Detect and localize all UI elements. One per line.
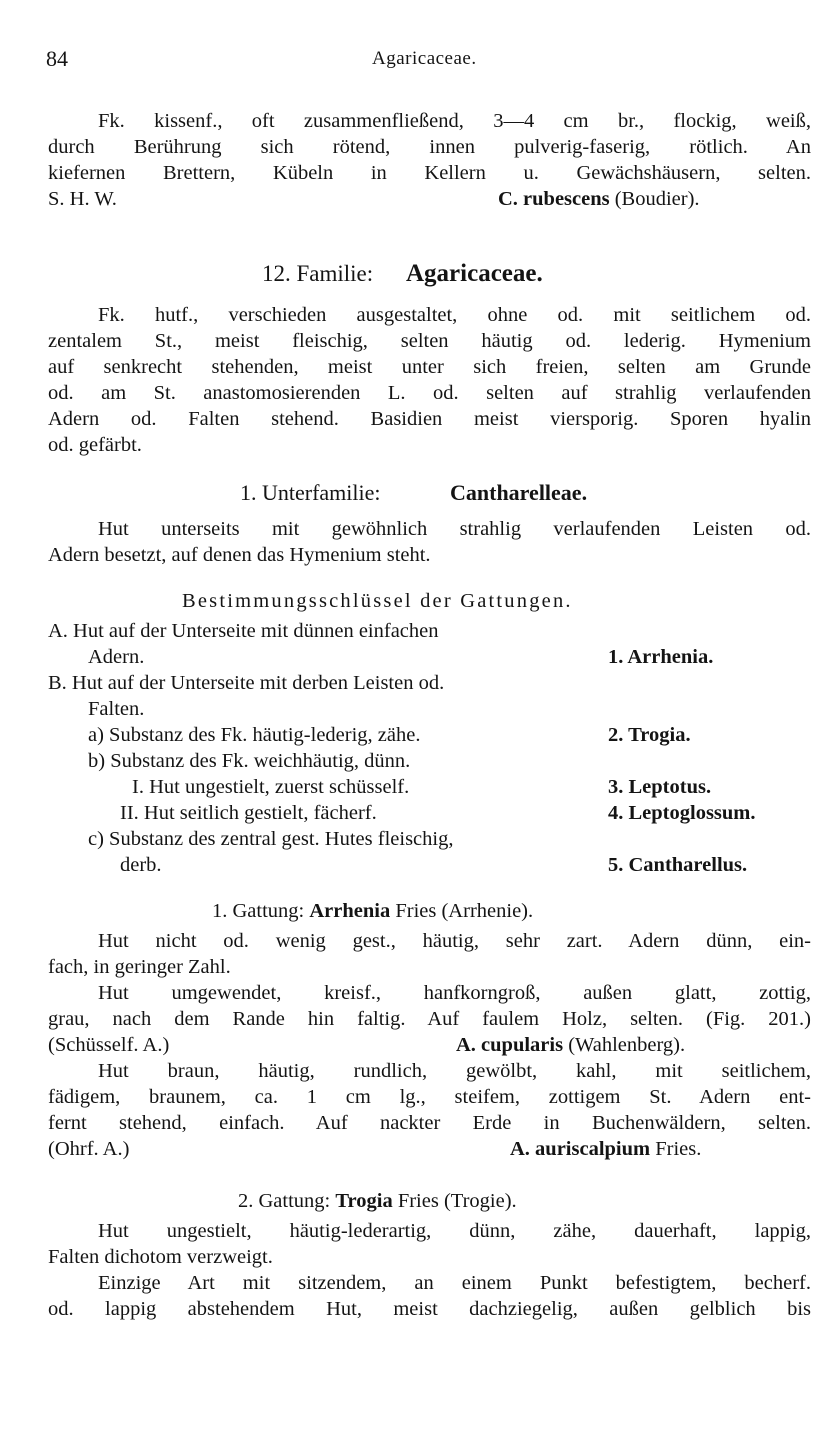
genus-heading [48, 1188, 811, 1214]
genus-heading-prefix: 2. Gattung: [238, 1190, 331, 1212]
species-name: C. rubescens [498, 188, 610, 210]
text-line: Falten dichotom verzweigt. [48, 1246, 273, 1268]
distribution-note: S. H. W. [48, 188, 117, 210]
page-header [48, 46, 811, 72]
family-heading [48, 258, 811, 290]
text-line: fernt stehend, einfach. Auf nackter Erde in Buchenwäldern, selten. [48, 1112, 811, 1134]
family-heading-name: Agaricaceae. [406, 260, 543, 287]
text-line: fach, in geringer Zahl. [48, 956, 231, 978]
genus-heading-line [212, 898, 533, 924]
key-text: a) Substanz des Fk. häutig-lederig, zähe. [88, 724, 421, 746]
text-line: Einzige Art mit sitzendem, an einem Punkt befestigtem, becherf. [98, 1272, 811, 1294]
text-line: Hut ungestielt, häutig-lederartig, dünn, zähe, dauerhaft, lappig, [98, 1220, 811, 1242]
key-text: Falten. [88, 698, 145, 720]
text-line: Adern besetzt, auf denen das Hymenium steht. [48, 544, 431, 566]
text-line: kiefernen Brettern, Kübeln in Kellern u. Gewächshäusern, selten. [48, 162, 811, 184]
key-target: 1. Arrhenia. [608, 646, 714, 668]
species-line [48, 186, 811, 212]
genus-heading-suffix: Fries (Arrhenie). [395, 900, 534, 922]
subfamily-heading-prefix: 1. Unterfamilie: [240, 480, 381, 505]
text-line: Fk. hutf., verschieden ausgestaltet, ohne od. mit seitlichem od. [98, 304, 811, 326]
species-line [48, 1136, 811, 1162]
key-row [48, 774, 830, 800]
key-text: Adern. [88, 646, 145, 668]
species-entry [456, 1032, 685, 1058]
key-row [48, 748, 830, 774]
key-text: B. Hut auf der Unterseite mit derben Leisten od. [48, 672, 445, 694]
key-row [48, 826, 830, 852]
genus-heading-name: Arrhenia [309, 900, 391, 922]
page-number: 84 [46, 46, 68, 71]
key-text: I. Hut ungestielt, zuerst schüsself. [132, 776, 410, 798]
species-author: (Boudier). [614, 188, 700, 210]
text-line: Fk. kissenf., oft zusammenfließend, 3—4 cm br., flockig, weiß, [98, 110, 811, 132]
text-line: Hut braun, häutig, rundlich, gewölbt, kahl, mit seitlichem, [98, 1060, 811, 1082]
key-text: b) Substanz des Fk. weichhäutig, dünn. [88, 750, 411, 772]
synonym-note: (Schüsself. A.) [48, 1034, 170, 1056]
key-title: Bestimmungsschlüssel der Gattungen. [182, 590, 573, 612]
key-row [48, 696, 830, 722]
text-line: Hut nicht od. wenig gest., häutig, sehr zart. Adern dünn, ein- [98, 930, 811, 952]
genus-heading-line [238, 1188, 517, 1214]
key-target: 2. Trogia. [608, 724, 691, 746]
key-row [48, 852, 830, 878]
text-line: od. lappig abstehendem Hut, meist dachziegelig, außen gelblich bis [48, 1298, 811, 1320]
key-row [48, 644, 830, 670]
text-line: Hut umgewendet, kreisf., hanfkorngroß, außen glatt, zottig, [98, 982, 811, 1004]
genus-heading [48, 898, 811, 924]
text-line: od. gefärbt. [48, 434, 142, 456]
running-title: Agaricaceae. [372, 48, 477, 69]
key-target: 3. Leptotus. [608, 776, 712, 798]
genus-heading-prefix: 1. Gattung: [212, 900, 305, 922]
species-name: A. auriscalpium [510, 1138, 651, 1160]
subfamily-heading-name: Cantharelleae. [450, 480, 588, 505]
text-line: grau, nach dem Rande hin faltig. Auf faulem Holz, selten. (Fig. 201.) [48, 1008, 811, 1030]
genus-heading-name: Trogia [335, 1190, 393, 1212]
text-line: Hut unterseits mit gewöhnlich strahlig verlaufenden Leisten od. [98, 518, 811, 540]
genus-heading-suffix: Fries (Trogie). [397, 1190, 517, 1212]
key-text: II. Hut seitlich gestielt, fächerf. [120, 802, 377, 824]
text-line: auf senkrecht stehenden, meist unter sich freien, selten am Grunde [48, 356, 811, 378]
species-line [48, 1032, 811, 1058]
species-author: Fries. [655, 1138, 702, 1160]
key-row [48, 670, 811, 696]
key-target: 4. Leptoglossum. [608, 802, 756, 824]
key-text: derb. [120, 854, 162, 876]
text-line: fädigem, braunem, ca. 1 cm lg., steifem, zottigem St. Adern ent- [48, 1086, 811, 1108]
key-row [48, 722, 830, 748]
text-line: durch Berührung sich rötend, innen pulverig-faserig, rötlich. An [48, 136, 811, 158]
species-author: (Wahlenberg). [568, 1034, 686, 1056]
text-line: zentalem St., meist fleischig, selten häutig od. lederig. Hymenium [48, 330, 811, 352]
key-target: 5. Cantharellus. [608, 854, 748, 876]
text-line: od. am St. anastomosierenden L. od. selten auf strahlig verlaufenden [48, 382, 811, 404]
species-entry [510, 1136, 701, 1162]
species-name: A. cupularis [456, 1034, 564, 1056]
key-row [48, 800, 830, 826]
text-line: Adern od. Falten stehend. Basidien meist viersporig. Sporen hyalin [48, 408, 811, 430]
synonym-note: (Ohrf. A.) [48, 1138, 130, 1160]
key-row [48, 618, 811, 644]
key-text: c) Substanz des zentral gest. Hutes fleischig, [88, 828, 454, 850]
family-heading-prefix: 12. Familie: [262, 261, 374, 286]
species-entry [498, 186, 700, 212]
subfamily-heading [48, 478, 811, 508]
key-text: A. Hut auf der Unterseite mit dünnen einfachen [48, 620, 439, 642]
